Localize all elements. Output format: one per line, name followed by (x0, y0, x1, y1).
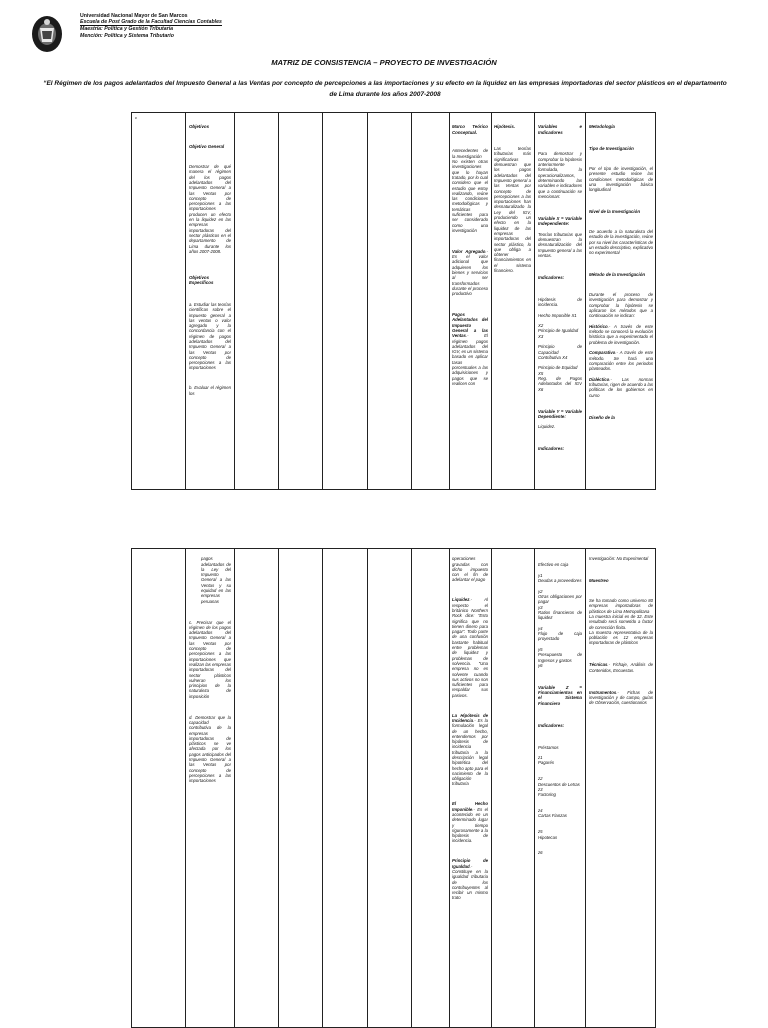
hipotesis-incidencia-text: .- Es la formulación legal de un hecho, entendemos por hipótesis de incidencia tributaria a la descripción legal hipotética del hecho apto para el nacimiento de la obligación tributaria (452, 717, 488, 787)
comparativo-text: .- A través de este método. Se hará una comparación entre los periodos planteados. (589, 350, 653, 372)
column-divider (585, 113, 586, 489)
objetivo-general-text: Demostrar de qué manera el régimen del los pagos adelantados del Impuesto General a las Ventas por concepto de percepciones a las importaciones producen un efecto en la liquidez en las empresas importadoras del sector plásticos en el departamento de Lima durante los años 2007-2008. (189, 164, 231, 254)
column-divider (185, 549, 186, 1027)
objetivos-heading: Objetivos (189, 124, 210, 130)
indicadores-z-list: Préstamos z1 Pagarés z2 Descuentos de Letras z3 Factoring z4 Cartas Fianzas z5 Hipotecas z6 (538, 744, 580, 856)
objetivos-column-cont (189, 551, 231, 1021)
column-divider (411, 549, 412, 1027)
pagos-adelantados-continuation: operaciones gravadas con dicho impuesto con el fin de adelantar el pago (452, 556, 488, 583)
hipotesis-incidencia-heading: La Hipótesis de Incidencia (452, 712, 488, 723)
objetivo-b-continuation: pagos adelantados de la Ley del Impuesto General a las Ventas y su equidad en las empresas peruanas (201, 556, 231, 604)
hecho-imponible-text: .- Es el acontecido en un determinado lugar y tiempo rigurosamente a la hipótesis de incidencia. (452, 806, 488, 844)
principio-igualdad-heading: Principio de Igualdad (452, 858, 488, 869)
column-divider (491, 549, 492, 1027)
metodo-investigacion-heading: Método de la Investigación (589, 272, 646, 278)
column-divider (278, 549, 279, 1027)
marco-teorico-heading: Marco Teórico Conceptual. (452, 124, 488, 135)
diseno-heading: Diseño de la (589, 414, 615, 420)
university-seal-icon (30, 14, 64, 54)
column-divider (234, 549, 235, 1027)
variable-x-text: Teorías tributarias que demuestran la desnaturalización del Impuesto general a las ventas. (538, 231, 582, 258)
consistency-matrix-table-1 (131, 112, 656, 490)
indicadores-heading: Indicadores: (538, 274, 565, 280)
metodologia-column (589, 119, 653, 489)
column-divider (278, 113, 279, 489)
column-divider (185, 113, 186, 489)
variable-x-heading: Variable X = Variable Independiente: (538, 215, 582, 227)
column-divider (367, 113, 368, 489)
mention-text: Mención: Política y Sistema Tributario (80, 32, 174, 39)
hecho-imponible-heading: El Hecho Imponible (452, 801, 488, 812)
indicadores-z-heading: Indicadores: (538, 722, 565, 728)
metodologia-column-cont (589, 551, 653, 1021)
hipotesis-column (494, 119, 531, 489)
column-divider (585, 549, 586, 1027)
tecnicas-heading: Técnicas (589, 662, 608, 668)
objetivos-column (189, 119, 231, 489)
pagos-adelantados-text: .- El régimen pagos adelantados del IGV, es un sistema basado en aplicar tasas porcentuales a las adquisiciones y pagos que se realicen con (452, 333, 488, 386)
column-divider (234, 113, 235, 489)
variables-intro: Para demostrar y comprobar la hipótesis anteriormente formulada, la operacionalizamos, determinando las variables e indicadores que a continuación se mencionan: (538, 151, 582, 199)
master-program: Maestría: Política y Gestión Tributaria (80, 26, 174, 33)
historico-text: .- A través de este método se conocerá la evolución histórica que a experimentado el problema de investigación. (589, 323, 653, 345)
muestreo-heading: Muestreo (589, 578, 609, 584)
objetivo-especifico-c: c. Precisar que el régimen de los pagos adelantados del Impuesto General a las Ventas por concepto de percepciones a las importaciones que realizan las empresas importadoras del sector plásticos vulneran los principios de la naturaleza de imposición (189, 619, 231, 699)
column-divider (367, 549, 368, 1027)
school-name: Escuela de Post Grado de la Facultad Ciencias Contables (80, 19, 222, 26)
valor-agregado-heading: Valor Agregado (452, 248, 486, 254)
marco-teorico-column-cont (452, 551, 488, 1021)
document-subtitle: “El Régimen de los pagos adelantados del Impuesto General a las Ventas por concepto de percepciones a las importaciones y su efecto en la liquidez en las empresas importadoras del sector plásticos en el departamento de Lima durante los años 2007-2008 (43, 80, 727, 98)
column-divider (411, 113, 412, 489)
variable-y-heading: Variable Y = Variable Dependiente: (538, 408, 582, 419)
nivel-investigacion-heading: Nivel de la Investigación (589, 209, 640, 215)
column-divider (491, 113, 492, 489)
principio-igualdad-text: .- Constituye en la igualdad tributaria de los contribuyentes al recibir un mismo trato (452, 863, 488, 901)
column-divider (322, 113, 323, 489)
variables-column (538, 119, 582, 489)
metodologia-heading: Metodología (589, 124, 615, 130)
objetivo-especifico-d: d. Demostrar que la capacidad contributiva de la empresas importadoras de plásticos se ve afectada por los pagos anticipados del Impuesto General a las Ventas por concepto de percepciones a las importaciones (189, 714, 231, 784)
document-title: MATRIZ DE CONSISTENCIA – PROYECTO DE INVESTIGACIÓN (271, 58, 497, 67)
objetivo-especifico-a: a. Estudiar las teorías científicas sobre el impuesto general a las ventas o valor agregado y la concordancia con el régimen de pagos adelantados del Impuesto General a las Ventas por concepto de percepciones a las importaciones (189, 301, 231, 371)
institution-name: Universidad Nacional Mayor de San Marcos (80, 13, 188, 19)
column-divider (534, 549, 535, 1027)
pagos-adelantados-heading: Pagos Adelantados del Impuesto General a las Ventas (452, 312, 488, 339)
liquidez-text: .- Al respecto el británico Northern Rock dice: “Esto significa que no tienen dinero para pagar”. Todo parte de una confusión bastante habitual entre problemas de liquidez y problemas de solvencia. “Una empresa no es solvente cuando sus activos no son suficientes para respaldar sus pasivos. (452, 597, 488, 698)
historico-heading: Histórico (589, 323, 608, 329)
indicadores-x-list: Hipótesis de incidencia. Hecho Imponible X1 X2 Principio de Igualdad X3 Principio de Capacidad Contributiva X4 Principio de Equidad X5 Reg. de Pagos Adelantados del IGV X6 (538, 296, 582, 392)
marco-teorico-column (452, 119, 488, 489)
instrumentos-text: .- Fichas de investigación y de campo, guías de Observación, cuestionarios (589, 689, 653, 706)
muestreo-text: Se ha tomado como universo 80 empresas importadoras de plásticos de Lima Metropolitana La muestra inicial es de 32. Este resultado será sometido a factor de corrección finita. La muestra representativa de la población es 12 empresas importadoras de plásticos (589, 598, 653, 646)
column-divider (534, 113, 535, 489)
hipotesis-text: Las teorías tributarias más significativas demuestran que los pagos adelantados del Impuesto general a las Ventas por concepto de percepciones a las importaciones han desnaturalizado la Ley del IGV, produciendo un efecto en la liquidez de las empresas importadoras del sector plástico, lo que obliga a obtener financiamientos en el sistema financiero. (494, 146, 531, 274)
objetivo-especifico-b: b. Evaluar el régimen los (189, 385, 231, 396)
corner-mark: c (135, 115, 137, 120)
metodo-investigacion-text: Durante el proceso de investigación para demostrar y comprobar la hipótesis se aplicaron los métodos que a continuación se indican: (589, 292, 653, 319)
objetivo-general-heading: Objetivo General (189, 144, 225, 150)
variables-column-cont (538, 557, 582, 1017)
variable-z-heading: Variable Z = Financiamientos en el Sistema Financiero (538, 684, 582, 706)
institution-block (80, 13, 222, 39)
liquidez-heading: Liquidez (452, 597, 470, 603)
comparativo-heading: Comparativo (589, 350, 616, 356)
variable-y-text: Liquidez. (538, 424, 556, 430)
indicadores-heading-2: Indicadores: (538, 446, 565, 452)
column-divider (449, 549, 450, 1027)
dialectico-text: .- Las normas tributarias, rigen de acuerdo a las políticas de los gobiernos en curso (589, 376, 653, 398)
diseno-continuation: Investigación: No Experimental (589, 556, 649, 562)
indicadores-y-list: Efectivo en caja y1 Deudas a proveedores y2 Otras obligaciones por pagar y3 Ratios financieros de liquidez y4 Flujo de caja proyectado y5 Presupuesto de Ingresos y gastos y6 (538, 562, 582, 668)
consistency-matrix-table-2 (131, 548, 656, 1028)
antecedentes-text: Antecedentes de la Investigación No existen otras investigaciones que lo hayan tratado, por lo cual considero que el estudio que estoy realizando, reúne las condiciones metodológicas y temáticas suficientes para ser considerado como una investigación (452, 148, 488, 233)
tipo-investigacion-heading: Tipo de Investigación (589, 146, 634, 152)
tecnicas-text: .- Fichaje, Análisis de Contenidos, Encuestas. (589, 662, 653, 673)
tipo-investigacion-text: Por el tipo de investigación, el presente estudio reúne las condiciones metodológicas de una investigación básica longitudinal (589, 166, 653, 193)
variables-heading: Variables e Indicadores (538, 124, 582, 135)
column-divider (322, 549, 323, 1027)
nivel-investigacion-text: De acuerdo a la naturaleza del estudio de la investigación, reúne por su nivel las características de un estudio descriptivo, explicativo no experimental (589, 229, 653, 256)
column-divider (449, 113, 450, 489)
hipotesis-heading: Hipótesis. (494, 124, 515, 130)
valor-agregado-text: .- Es el valor adicional que adquieren los bienes y servicios al ser transformados durante el proceso productivo (452, 248, 488, 297)
instrumentos-heading: Instrumentos (589, 689, 617, 695)
dialectico-heading: Dialéctico (589, 376, 610, 382)
objetivos-especificos-heading: Objetivos Específicos (189, 274, 214, 286)
